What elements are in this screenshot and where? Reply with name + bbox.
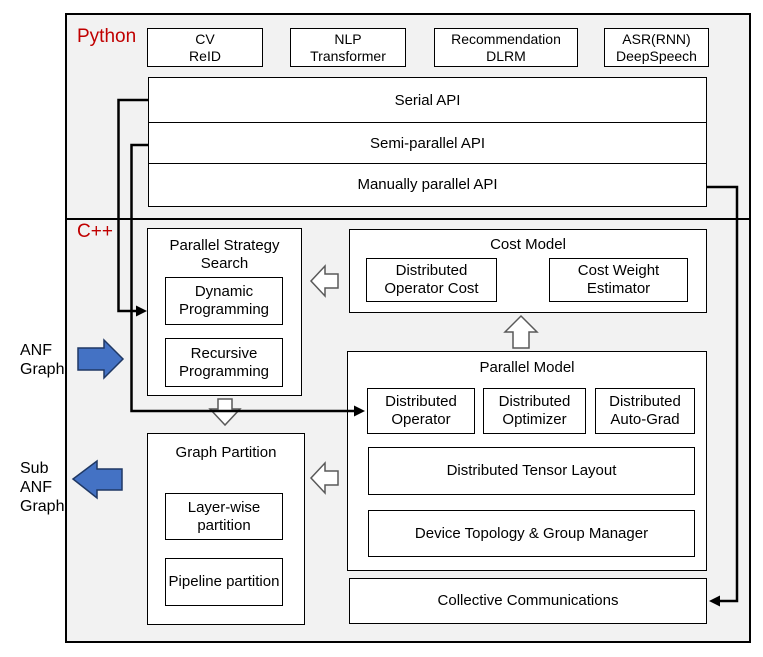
distributed-auto-grad-box: Distributed Auto-Grad bbox=[595, 388, 695, 434]
app-label-line: ASR(RNN) bbox=[622, 30, 691, 47]
distributed-operator-cost-box: Distributed Operator Cost bbox=[366, 258, 497, 302]
distributed-optimizer-box: Distributed Optimizer bbox=[483, 388, 586, 434]
layer-wise-partition-box: Layer-wise partition bbox=[165, 493, 283, 540]
manually-parallel-api-box: Manually parallel API bbox=[148, 163, 707, 207]
sub-anf-graph-label: Sub ANF Graph bbox=[20, 460, 65, 515]
recursive-programming-box: Recursive Programming bbox=[165, 338, 283, 387]
device-topology-group-manager-box: Device Topology & Group Manager bbox=[368, 510, 695, 557]
parallel-strategy-search-title: Parallel Strategy Search bbox=[169, 237, 280, 272]
serial-api-box: Serial API bbox=[148, 77, 707, 124]
app-box-cv-reid bbox=[147, 28, 263, 67]
dynamic-programming-box: Dynamic Programming bbox=[165, 277, 283, 325]
app-label-line: DeepSpeech bbox=[616, 47, 697, 64]
app-box-nlp-transformer bbox=[290, 28, 406, 67]
app-box-asr-deepspeech bbox=[604, 28, 709, 67]
app-label-line: NLP bbox=[334, 30, 362, 47]
distributed-tensor-layout-box: Distributed Tensor Layout bbox=[368, 447, 695, 495]
app-box-recommendation-dlrm bbox=[434, 28, 578, 67]
cost-model-title: Cost Model bbox=[490, 236, 566, 253]
anf-graph-label: ANF Graph bbox=[20, 342, 65, 378]
graph-partition-title: Graph Partition bbox=[175, 444, 277, 461]
cpp-layer-label: C++ bbox=[77, 221, 113, 242]
parallel-model-title: Parallel Model bbox=[479, 359, 575, 376]
app-label-line: Transformer bbox=[310, 47, 386, 64]
app-label-line: ReID bbox=[189, 47, 221, 64]
pipeline-partition-box: Pipeline partition bbox=[165, 558, 283, 606]
collective-communications-box: Collective Communications bbox=[349, 578, 707, 624]
python-layer-label: Python bbox=[77, 26, 137, 47]
semi-parallel-api-box: Semi-parallel API bbox=[148, 122, 707, 165]
distributed-operator-box: Distributed Operator bbox=[367, 388, 475, 434]
app-label-line: CV bbox=[195, 30, 215, 47]
app-label-line: Recommendation bbox=[451, 30, 561, 47]
app-label-line: DLRM bbox=[486, 47, 526, 64]
cost-weight-estimator-box: Cost Weight Estimator bbox=[549, 258, 688, 302]
